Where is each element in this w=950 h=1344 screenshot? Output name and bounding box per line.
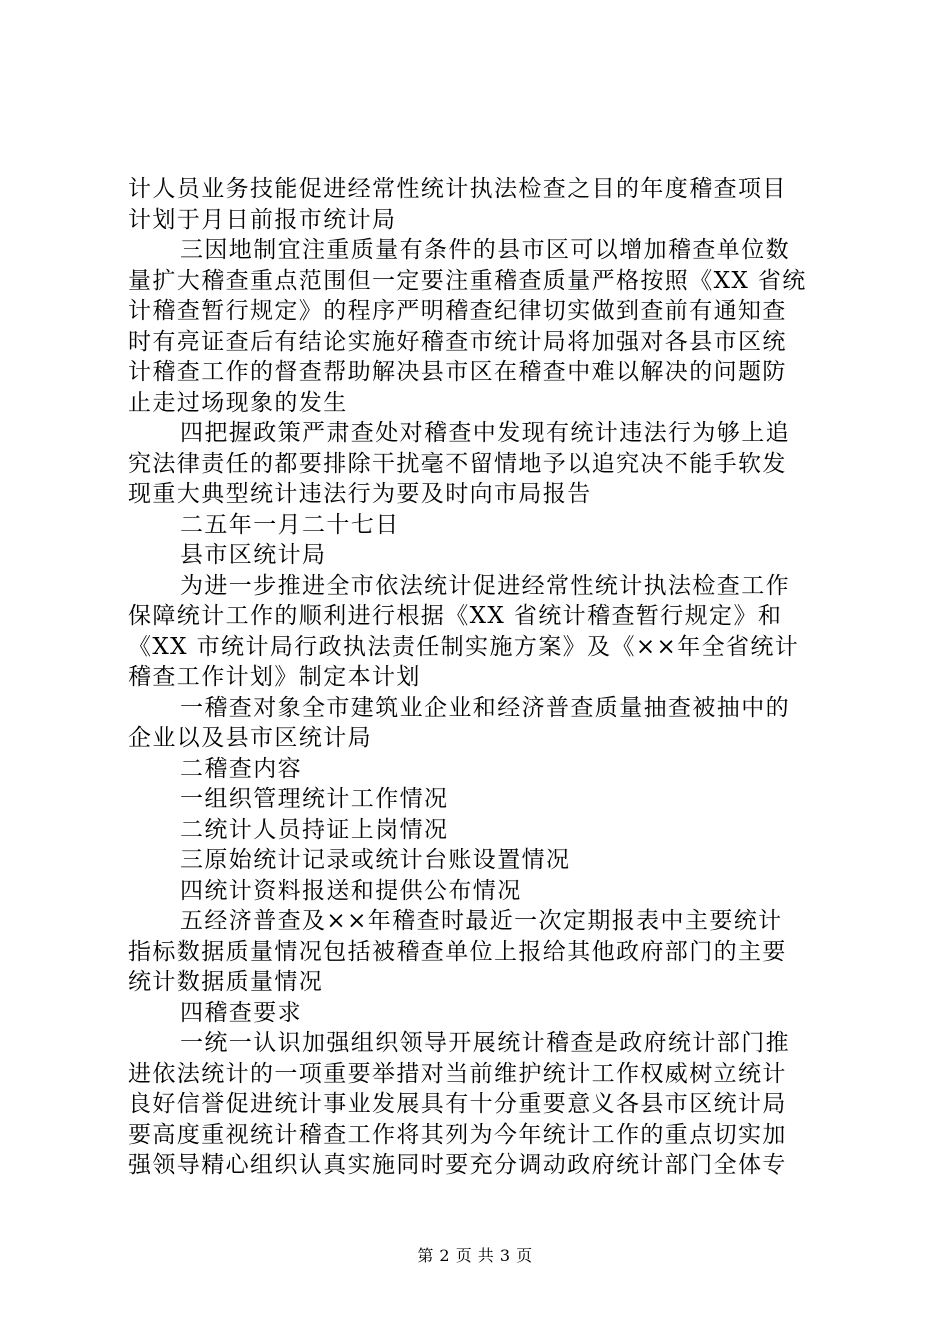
text-line: 统计数据质量情况 (128, 969, 324, 995)
text-line: 一稽查对象全市建筑业企业和经济普查质量抽查被抽中的 (180, 694, 790, 721)
text-line: 二五年一月二十七日 (180, 511, 400, 538)
text-line: 计划于月日前报市统计局 (128, 206, 397, 233)
text-line: 强领导精心组织认真实施同时要充分调动政府统计部门全体专 (128, 1152, 787, 1178)
text-line: 四把握政策严肃查处对稽查中发现有统计违法行为够上追 (180, 420, 790, 446)
text-line: 二稽查内容 (180, 755, 302, 782)
text-line: 三原始统计记录或统计台账设置情况 (180, 847, 571, 873)
text-line: 三因地制宜注重质量有条件的县市区可以增加稽查单位数 (180, 237, 790, 263)
page-footer (0, 1246, 950, 1266)
text-line: 现重大典型统计违法行为要及时向市局报告 (128, 481, 592, 507)
text-line: 四稽查要求 (180, 999, 302, 1026)
text-line: 良好信誉促进统计事业发展具有十分重要意义各县市区统计局 (128, 1091, 787, 1117)
text-line: 县市区统计局 (180, 542, 327, 568)
document-body (128, 174, 828, 1181)
text-line: 企业以及县市区统计局 (128, 725, 372, 751)
text-line: 为进一步推进全市依法统计促进经常性统计执法检查工作 (180, 572, 790, 599)
text-line: 进依法统计的一项重要举措对当前维护统计工作权威树立统计 (128, 1060, 787, 1087)
text-line: 时有亮证查后有结论实施好稽查市统计局将加强对各县市区统 (128, 328, 787, 355)
text-line: 计人员业务技能促进经常性统计执法检查之目的年度稽查项目 (128, 176, 787, 202)
text-line: 四统计资料报送和提供公布情况 (180, 877, 522, 904)
text-line: 一统一认识加强组织领导开展统计稽查是政府统计部门推 (180, 1030, 790, 1056)
text-line: 计稽查工作的督查帮助解决县市区在稽查中难以解决的问题防 (128, 359, 787, 385)
text-line: 二统计人员持证上岗情况 (180, 816, 449, 843)
text-line: 要高度重视统计稽查工作将其列为今年统计工作的重点切实加 (128, 1121, 787, 1148)
text-line: 计稽查暂行规定》的程序严明稽查纪律切实做到查前有通知查 (128, 298, 787, 324)
text-line: 《XX 市统计局行政执法责任制实施方案》及《××年全省统计 (128, 633, 800, 660)
text-line: 保障统计工作的顺利进行根据《XX 省统计稽查暂行规定》和 (128, 603, 783, 629)
text-line: 五经济普查及××年稽查时最近一次定期报表中主要统计 (180, 908, 783, 934)
text-line: 究法律责任的都要排除干扰毫不留情地予以追究决不能手软发 (128, 450, 787, 477)
text-line: 一组织管理统计工作情况 (180, 786, 449, 812)
text-line: 量扩大稽查重点范围但一定要注重稽查质量严格按照《XX 省统 (128, 267, 807, 294)
page-number-label: 第 2 页 共 3 页 (417, 1246, 533, 1265)
text-line: 止走过场现象的发生 (128, 389, 348, 416)
text-line: 稽查工作计划》制定本计划 (128, 664, 421, 690)
text-line: 指标数据质量情况包括被稽查单位上报给其他政府部门的主要 (128, 938, 787, 965)
